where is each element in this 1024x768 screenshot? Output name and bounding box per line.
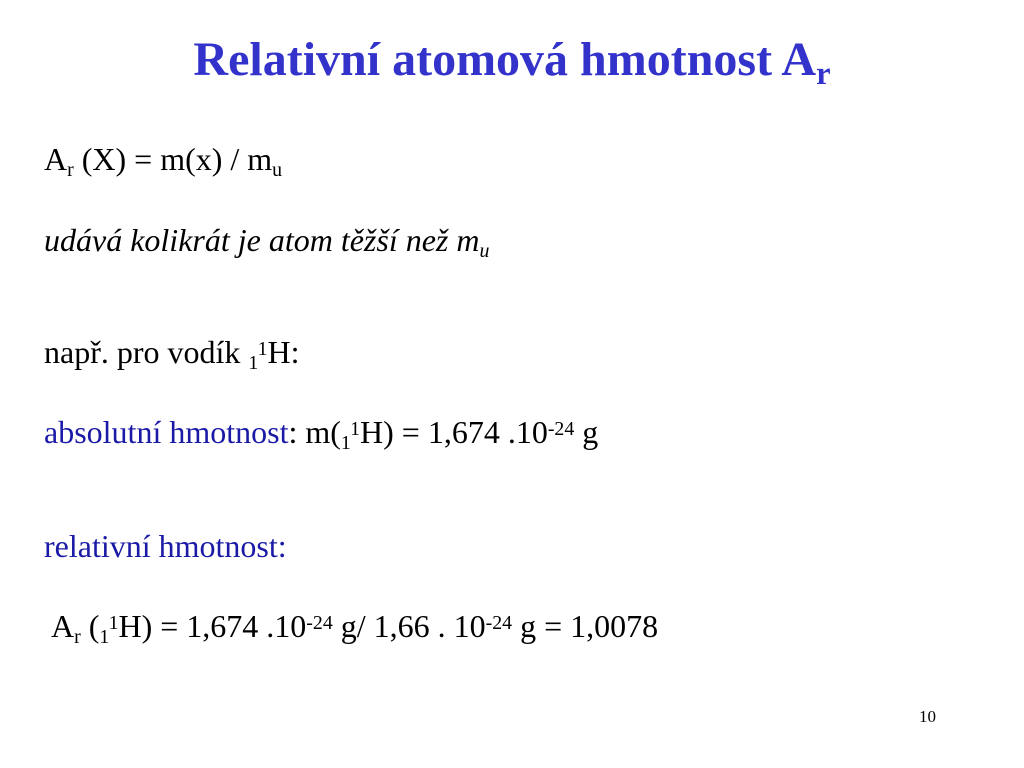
absolute-mass-label: absolutní hmotnost <box>44 414 289 450</box>
page-number: 10 <box>919 707 936 726</box>
meaning-line <box>44 222 490 262</box>
relative-result: g = 1,0078 <box>512 608 659 644</box>
absolute-mass-superscript: 1 <box>350 417 360 440</box>
formula-symbol: A <box>44 141 68 177</box>
meaning-text: udává kolikrát je atom těžší než m <box>44 222 480 258</box>
formula-body: (X) = m(x) / m <box>73 141 273 177</box>
formula-end-subscript: u <box>272 158 283 181</box>
absolute-mass-unit: g <box>574 414 599 450</box>
example-line <box>44 334 300 374</box>
example-subscript: 1 <box>248 351 258 374</box>
absolute-mass-subscript: 1 <box>340 431 351 454</box>
meaning-subscript: u <box>479 239 490 262</box>
relative-exponent-1: -24 <box>306 611 333 634</box>
absolute-mass-exponent: -24 <box>547 417 575 440</box>
example-after: H: <box>267 334 300 370</box>
formula-symbol-subscript: r <box>67 158 74 181</box>
title-subscript: r <box>816 56 831 93</box>
example-text: např. pro vodík <box>44 334 249 370</box>
relative-symbol: A <box>51 608 75 644</box>
absolute-mass-value: H) = 1,674 .10 <box>360 414 548 450</box>
relative-value: H) = 1,674 .10 <box>118 608 307 644</box>
absolute-mass-colon: : m( <box>288 414 341 450</box>
relative-open: ( <box>80 608 100 644</box>
relative-mass-line <box>51 608 659 648</box>
absolute-mass-line <box>44 414 599 454</box>
title-text: Relativní atomová hmotnost A <box>193 33 817 86</box>
relative-divisor: g/ 1,66 . 10 <box>332 608 486 644</box>
formula-line <box>44 141 283 181</box>
relative-subscript: 1 <box>99 625 109 648</box>
relative-exponent-2: -24 <box>485 611 513 634</box>
slide-title <box>0 33 1024 93</box>
example-superscript: 1 <box>257 337 268 360</box>
relative-superscript: 1 <box>108 611 119 634</box>
relative-symbol-subscript: r <box>74 625 81 648</box>
relative-mass-heading: relativní hmotnost: <box>44 528 287 564</box>
